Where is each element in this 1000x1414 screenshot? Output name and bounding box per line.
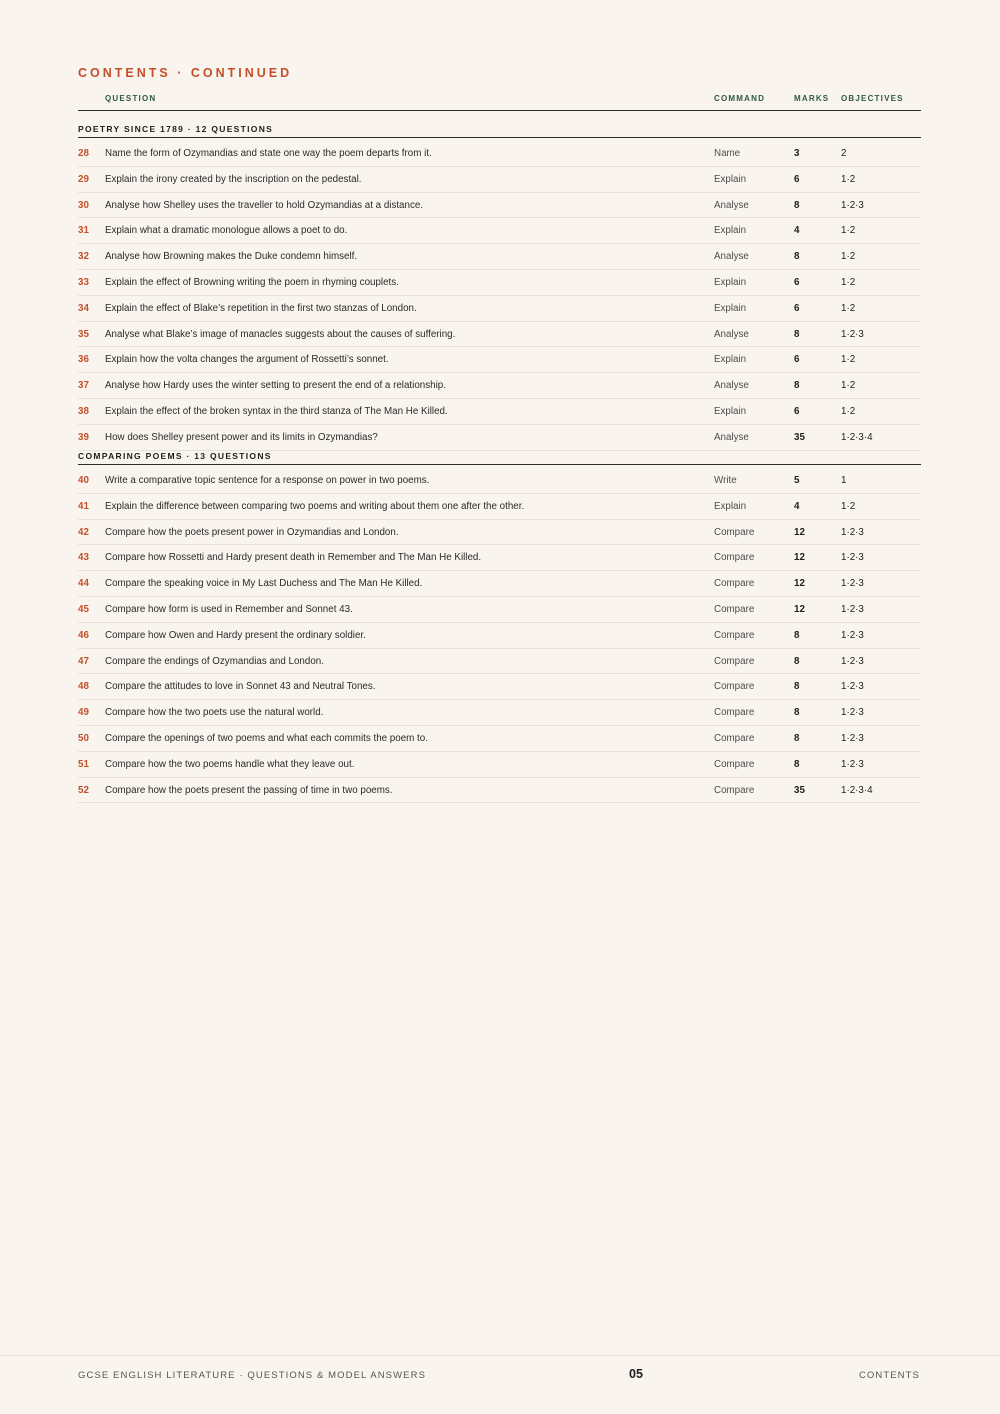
table-row[interactable]: [78, 494, 921, 520]
column-header-marks: MARKS: [794, 94, 830, 103]
marks-value: 8: [794, 251, 800, 263]
objectives-value: 1·2·3: [841, 526, 864, 538]
table-row[interactable]: [78, 347, 921, 373]
question-number: 33: [78, 276, 89, 288]
question-text: Compare the endings of Ozymandias and London.: [105, 655, 324, 667]
table-row[interactable]: [78, 520, 921, 546]
objectives-value: 1·2: [841, 251, 856, 263]
page-footer: [0, 1355, 1000, 1414]
question-text: Write a comparative topic sentence for a response on power in two poems.: [105, 475, 430, 486]
question-text: Explain the difference between comparing two poems and writing about them one after the other.: [105, 500, 525, 512]
marks-value: 12: [794, 526, 805, 538]
marks-value: 5: [794, 475, 800, 486]
question-text: Compare how form is used in Remember and Sonnet 43.: [105, 603, 353, 615]
question-number: 30: [78, 199, 89, 211]
question-text: Compare how the poets present power in Ozymandias and London.: [105, 526, 399, 538]
question-text: Explain how the volta changes the argument of Rossetti’s sonnet.: [105, 354, 389, 366]
marks-value: 8: [794, 681, 800, 693]
objectives-value: 1·2·3: [841, 552, 864, 564]
marks-value: 6: [794, 276, 800, 288]
table-header: [78, 92, 921, 111]
command-word: Compare: [714, 526, 755, 538]
objectives-value: 1: [841, 475, 847, 486]
table-row[interactable]: [78, 597, 921, 623]
question-number: 41: [78, 500, 89, 512]
objectives-value: 1·2·3: [841, 629, 864, 641]
command-word: Explain: [714, 225, 747, 237]
objectives-value: 1·2·3: [841, 655, 864, 667]
marks-value: 8: [794, 199, 800, 211]
table-row[interactable]: [78, 244, 921, 270]
objectives-value: 1·2·3·4: [841, 431, 873, 443]
question-number: 46: [78, 629, 89, 641]
question-text: Compare how the two poems handle what they leave out.: [105, 758, 355, 770]
table-row[interactable]: [78, 726, 921, 752]
command-word: Compare: [714, 655, 755, 667]
question-number: 52: [78, 784, 89, 796]
question-text: Explain what a dramatic monologue allows a poet to do.: [105, 225, 348, 237]
objectives-value: 1·2: [841, 302, 856, 314]
objectives-value: 1·2: [841, 380, 856, 392]
objectives-value: 1·2: [841, 354, 856, 366]
section-heading-comparing: [78, 448, 921, 465]
marks-value: 4: [794, 225, 800, 237]
question-text: Analyse how Shelley uses the traveller to hold Ozymandias at a distance.: [105, 199, 424, 211]
objectives-value: 2: [841, 148, 847, 159]
table-row[interactable]: [78, 141, 921, 167]
footer-book-title: GCSE ENGLISH LITERATURE · QUESTIONS & MODEL ANSWERS: [78, 1370, 427, 1381]
table-row[interactable]: [78, 218, 921, 244]
question-text: Name the form of Ozymandias and state one way the poem departs from it.: [105, 148, 432, 159]
table-row[interactable]: [78, 193, 921, 219]
command-word: Analyse: [714, 251, 749, 263]
question-number: 49: [78, 707, 89, 719]
marks-value: 3: [794, 148, 800, 159]
table-row[interactable]: [78, 296, 921, 322]
table-row[interactable]: [78, 270, 921, 296]
objectives-value: 1·2·3: [841, 681, 864, 693]
question-text: Explain the effect of Blake’s repetition in the first two stanzas of London.: [105, 302, 417, 314]
question-number: 35: [78, 328, 89, 340]
objectives-value: 1·2·3: [841, 199, 864, 211]
marks-value: 6: [794, 354, 800, 366]
marks-value: 35: [794, 431, 805, 443]
table-row[interactable]: [78, 468, 921, 494]
marks-value: 6: [794, 405, 800, 417]
command-word: Compare: [714, 707, 755, 719]
marks-value: 12: [794, 603, 805, 615]
command-word: Analyse: [714, 431, 749, 443]
table-row[interactable]: [78, 322, 921, 348]
table-row[interactable]: [78, 674, 921, 700]
question-text: Compare how the two poets use the natural world.: [105, 707, 324, 719]
section-title: POETRY SINCE 1789 · 12 QUESTIONS: [78, 124, 274, 134]
question-number: 38: [78, 405, 89, 417]
question-text: Analyse what Blake’s image of manacles suggests about the causes of suffering.: [105, 328, 456, 340]
question-number: 44: [78, 578, 89, 590]
marks-value: 8: [794, 707, 800, 719]
command-word: Compare: [714, 681, 755, 693]
marks-value: 8: [794, 732, 800, 744]
table-row[interactable]: [78, 778, 921, 804]
command-word: Explain: [714, 500, 747, 512]
question-number: 47: [78, 655, 89, 667]
marks-value: 35: [794, 784, 805, 796]
table-row[interactable]: [78, 425, 921, 451]
question-number: 36: [78, 354, 89, 366]
objectives-value: 1·2·3: [841, 732, 864, 744]
objectives-value: 1·2: [841, 500, 856, 512]
section-rows-comparing: [78, 468, 921, 803]
command-word: Compare: [714, 732, 755, 744]
command-word: Explain: [714, 173, 747, 185]
question-number: 32: [78, 251, 89, 263]
question-number: 31: [78, 225, 89, 237]
question-number: 42: [78, 526, 89, 538]
marks-value: 8: [794, 629, 800, 641]
table-row[interactable]: [78, 571, 921, 597]
question-number: 29: [78, 173, 89, 185]
question-text: Compare how Rossetti and Hardy present death in Remember and The Man He Killed.: [105, 552, 482, 564]
table-row[interactable]: [78, 649, 921, 675]
question-number: 43: [78, 552, 89, 564]
objectives-value: 1·2·3: [841, 758, 864, 770]
command-word: Explain: [714, 276, 747, 288]
marks-value: 8: [794, 380, 800, 392]
question-text: Compare the speaking voice in My Last Duchess and The Man He Killed.: [105, 578, 423, 590]
command-word: Compare: [714, 578, 755, 590]
command-word: Compare: [714, 758, 755, 770]
objectives-value: 1·2·3: [841, 707, 864, 719]
command-word: Explain: [714, 405, 747, 417]
question-number: 40: [78, 475, 89, 486]
table-row[interactable]: [78, 399, 921, 425]
table-row[interactable]: [78, 373, 921, 399]
objectives-value: 1·2: [841, 405, 856, 417]
table-row[interactable]: [78, 700, 921, 726]
table-row[interactable]: [78, 545, 921, 571]
objectives-value: 1·2·3: [841, 603, 864, 615]
command-word: Compare: [714, 603, 755, 615]
marks-value: 8: [794, 328, 800, 340]
question-number: 51: [78, 758, 89, 770]
marks-value: 12: [794, 552, 805, 564]
question-text: Analyse how Browning makes the Duke condemn himself.: [105, 251, 358, 263]
footer-section-name: CONTENTS: [858, 1370, 920, 1381]
command-word: Compare: [714, 629, 755, 641]
question-text: Compare the openings of two poems and what each commits the poem to.: [105, 732, 428, 744]
marks-value: 6: [794, 173, 800, 185]
objectives-value: 1·2: [841, 173, 856, 185]
table-row[interactable]: [78, 623, 921, 649]
question-text: Explain the effect of Browning writing the poem in rhyming couplets.: [105, 276, 399, 288]
table-row[interactable]: [78, 752, 921, 778]
column-header-objectives: OBJECTIVES: [841, 94, 904, 103]
command-word: Analyse: [714, 328, 749, 340]
objectives-value: 1·2: [841, 225, 856, 237]
question-text: Compare the attitudes to love in Sonnet 43 and Neutral Tones.: [105, 681, 376, 693]
section-heading-poetry: [78, 121, 921, 138]
command-word: Analyse: [714, 199, 749, 211]
question-text: Analyse how Hardy uses the winter setting to present the end of a relationship.: [105, 380, 446, 392]
objectives-value: 1·2·3: [841, 328, 864, 340]
marks-value: 6: [794, 302, 800, 314]
command-word: Analyse: [714, 380, 749, 392]
marks-value: 8: [794, 655, 800, 667]
question-text: Explain the irony created by the inscription on the pedestal.: [105, 173, 362, 185]
marks-value: 4: [794, 500, 800, 512]
command-word: Write: [714, 475, 737, 486]
objectives-value: 1·2·3·4: [841, 784, 873, 796]
column-header-question: QUESTION: [105, 94, 157, 103]
question-number: 37: [78, 380, 89, 392]
column-header-command: COMMAND: [714, 94, 766, 103]
command-word: Explain: [714, 302, 747, 314]
section-title: COMPARING POEMS · 13 QUESTIONS: [78, 451, 272, 461]
question-number: 45: [78, 603, 89, 615]
marks-value: 8: [794, 758, 800, 770]
command-word: Explain: [714, 354, 747, 366]
page-title: CONTENTS · CONTINUED: [78, 66, 293, 80]
question-text: Compare how the poets present the passing of time in two poems.: [105, 784, 393, 796]
question-number: 34: [78, 302, 89, 314]
question-number: 50: [78, 732, 89, 744]
section-rows-poetry: [78, 141, 921, 451]
question-text: Compare how Owen and Hardy present the ordinary soldier.: [105, 629, 366, 641]
command-word: Name: [714, 148, 741, 159]
command-word: Compare: [714, 784, 755, 796]
command-word: Compare: [714, 552, 755, 564]
page-number: 05: [629, 1367, 643, 1381]
objectives-value: 1·2·3: [841, 578, 864, 590]
question-number: 39: [78, 431, 89, 443]
question-text: Explain the effect of the broken syntax in the third stanza of The Man He Killed.: [105, 405, 448, 417]
question-number: 28: [78, 148, 89, 159]
table-row[interactable]: [78, 167, 921, 193]
marks-value: 12: [794, 578, 805, 590]
question-text: How does Shelley present power and its limits in Ozymandias?: [105, 431, 378, 443]
question-number: 48: [78, 681, 89, 693]
objectives-value: 1·2: [841, 276, 856, 288]
